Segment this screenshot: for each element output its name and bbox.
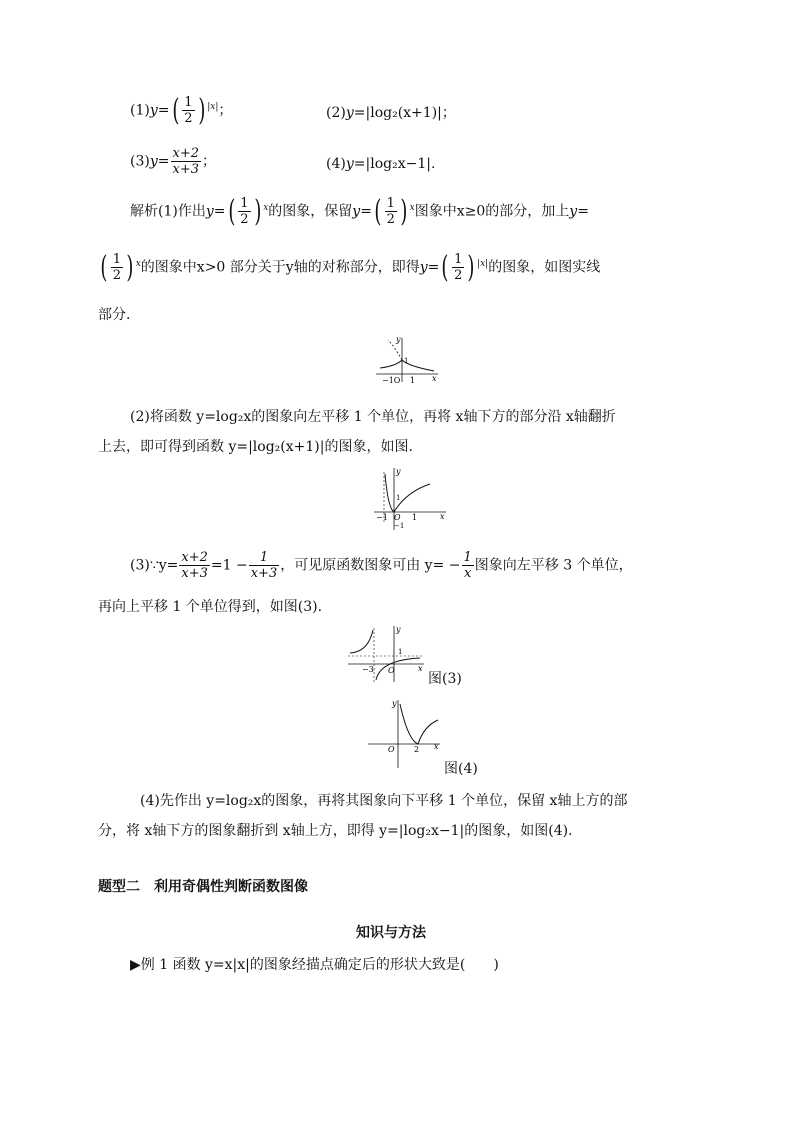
item-1: (1)y=( $\frac{1}{2}$ ) $^{|x|}$；: [130, 92, 233, 128]
svg-text:x: x: [418, 664, 423, 673]
analysis-2-line1: (2)将函数 y=log₂x的图象向左平移 1 个单位，再将 x轴下方的部分沿 x轴翻折: [130, 409, 616, 425]
analysis-3-line1: (3)∵y= $\frac{x+2}{x+3}$ =1 − $\frac{1}{x+3}$ ，可见原函数图象可由 y= − $\frac{1}{x}$ 图象向左平移 3 个单位，: [130, 550, 633, 581]
svg-text:−3: −3: [362, 665, 374, 674]
fig3-right-branch: [376, 658, 420, 680]
section-subtitle: 知识与方法: [356, 925, 426, 941]
svg-text:y: y: [396, 467, 401, 476]
svg-text:1: 1: [412, 513, 418, 522]
item-3: (3)y= $\frac{x+2}{x+3}$ ；: [130, 146, 216, 177]
svg-text:O: O: [388, 666, 395, 675]
svg-text:1: 1: [410, 376, 416, 385]
analysis-1-line1: 解析(1)作出y=( $\frac{1}{2}$ ) $^x$的图象，保留y=( $\frac{1}{2}$ ) $^x$图象中x≥0的部分，加上y=: [130, 193, 589, 229]
item-2: (2)y=|log₂(x+1)|；: [326, 105, 456, 121]
svg-text:y: y: [396, 625, 401, 634]
figure-2: [370, 464, 450, 532]
fraction-half: $\frac{1}{2}$: [184, 95, 193, 126]
fig2-curve: [385, 474, 430, 512]
svg-text:−1: −1: [394, 522, 405, 530]
svg-text:x: x: [432, 374, 437, 383]
figure-1: [372, 334, 444, 386]
svg-text:−1O: −1O: [382, 376, 401, 385]
analysis-2-line2: 上去，即可得到函数 y=|log₂(x+1)|的图象，如图.: [98, 439, 413, 455]
svg-text:x: x: [440, 512, 445, 521]
fig3-left-branch: [350, 630, 373, 653]
svg-text:−1: −1: [376, 513, 388, 522]
svg-text:x: x: [434, 742, 439, 751]
svg-text:y: y: [392, 699, 397, 708]
analysis-3-line2: 再向上平移 1 个单位得到，如图(3).: [98, 599, 323, 615]
svg-text:O: O: [388, 745, 395, 754]
svg-text:O: O: [394, 513, 401, 522]
item-4: (4)y=|log₂x−1|.: [326, 156, 436, 172]
svg-text:1: 1: [404, 357, 409, 365]
svg-text:1: 1: [396, 494, 401, 502]
analysis-4-line1: (4)先作出 y=log₂x的图象，再将其图象向下平移 1 个单位，保留 x轴上方的部: [140, 793, 628, 809]
example-1: ▶例 1 函数 y=x|x|的图象经描点确定后的形状大致是( ): [130, 957, 499, 973]
section-title: 题型二 利用奇偶性判断函数图像: [98, 879, 308, 895]
figure-4-caption: 图(4): [444, 761, 478, 777]
analysis-4-line2: 分，将 x轴下方的图象翻折到 x轴上方，即得 y=|log₂x−1|的图象，如图(4).: [98, 823, 573, 839]
figure-4: [364, 696, 444, 770]
analysis-1-line3: 部分.: [98, 307, 131, 323]
fig4-curve: [400, 704, 438, 744]
figure-3-caption: 图(3): [428, 671, 462, 687]
svg-text:2: 2: [414, 745, 420, 754]
svg-text:1: 1: [398, 648, 403, 656]
figure-3: [344, 622, 428, 684]
svg-text:y: y: [396, 335, 401, 344]
analysis-1-line2: ( $\frac{1}{2}$ ) $^x$的图象中x>0 部分关于y轴的对称部分，即得y=( $\frac{1}{2}$ ) $^{|x|}$的图象，如图实线: [100, 249, 601, 285]
